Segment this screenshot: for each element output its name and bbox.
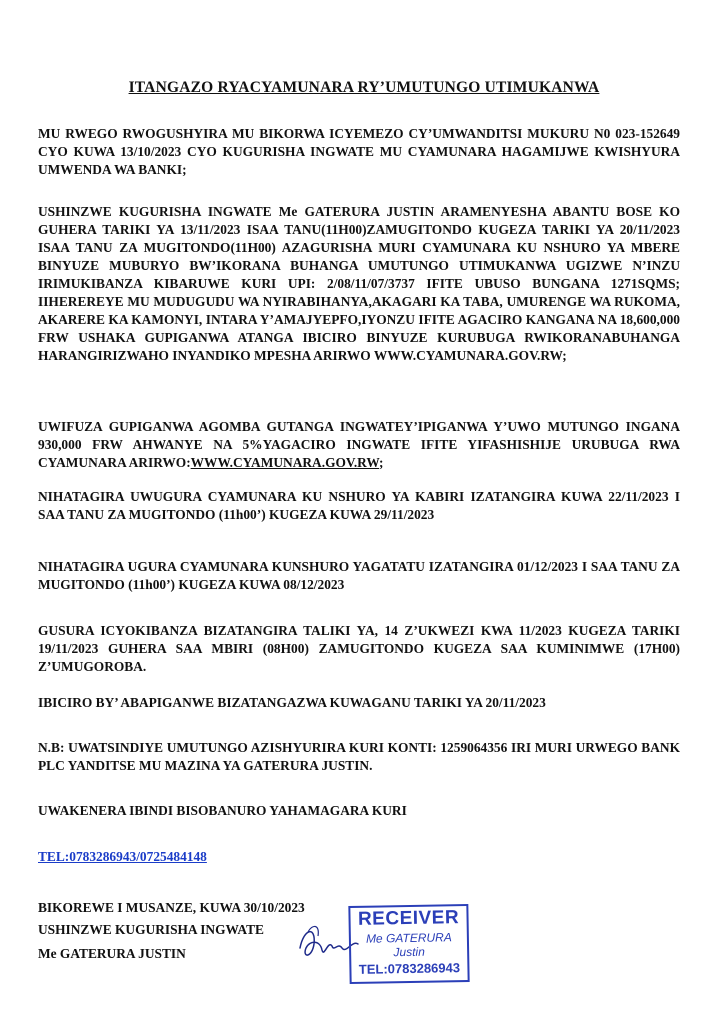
stamp-title: RECEIVER bbox=[357, 907, 460, 930]
deposit-text: UWIFUZA GUPIGANWA AGOMBA GUTANGA INGWATEY’IPIGANWA Y’UWO MUTUNGO INGANA 930,000 FRW AHWANYE NA 5%YAGACIRO INGWATE IFITE YIFASHISHIJE URUBUGA RWA CYAMUNARA ARIRWO: bbox=[38, 419, 680, 470]
deposit-end: ; bbox=[379, 455, 384, 470]
signature-name: Me GATERURA JUSTIN bbox=[38, 946, 186, 961]
paragraph-second-auction: NIHATAGIRA UWUGURA CYAMUNARA KU NSHURO YA KABIRI IZATANGIRA KUWA 22/11/2023 I SAA TANU ZA MUGITONDO (11h00’) KUGEZA KUWA 29/11/2023 bbox=[38, 489, 680, 522]
stamp-phone: TEL:0783286943 bbox=[358, 960, 461, 977]
paragraph-decision: MU RWEGO RWOGUSHYIRA MU BIKORWA ICYEMEZO CY’UMWANDITSI MUKURU N0 023-152649 CYO KUWA 13/10/2023 CYO KUGURISHA INGWATE MU CYAMUNARA HAGAMIJWE KWISHYURA UMWENDA WA BANKI; bbox=[38, 126, 680, 177]
paragraph-deposit bbox=[38, 418, 680, 472]
paragraph-third-auction: NIHATAGIRA UGURA CYAMUNARA KUNSHURO YAGATATU IZATANGIRA 01/12/2023 I SAA TANU ZA MUGITONDO (11h00’) KUGEZA KUWA 08/12/2023 bbox=[38, 559, 680, 592]
stamp-name: Me GATERURA Justin bbox=[365, 930, 452, 960]
paragraph-bids-announcement: IBICIRO BY’ ABAPIGANWE BIZATANGAZWA KUWAGANU TARIKI YA 20/11/2023 bbox=[38, 695, 546, 710]
receiver-stamp bbox=[348, 904, 469, 984]
contact-phone-link[interactable]: TEL:0783286943/0725484148 bbox=[38, 849, 207, 864]
signature-place-date: BIKOREWE I MUSANZE, KUWA 30/10/2023 bbox=[38, 900, 305, 915]
paragraph-site-visit: GUSURA ICYOKIBANZA BIZATANGIRA TALIKI YA, 14 Z’UKWEZI KWA 11/2023 KUGEZA TARIKI 19/11/2023 GUHERA SAA MBIRI (08H00) ZAMUGITONDO KUGEZA SAA KUMINIMWE (17H00) Z’UMUGOROBA. bbox=[38, 623, 680, 674]
signature-role: USHINZWE KUGURISHA INGWATE bbox=[38, 922, 264, 937]
paragraph-contact-intro: UWAKENERA IBINDI BISOBANURO YAHAMAGARA KURI bbox=[38, 803, 407, 818]
document-title: ITANGAZO RYACYAMUNARA RY’UMUTUNGO UTIMUKANWA bbox=[128, 79, 600, 96]
paragraph-payment-note: N.B: UWATSINDIYE UMUTUNGO AZISHYURIRA KURI KONTI: 1259064356 IRI MURI URWEGO BANK PLC YANDITSE MU MAZINA YA GATERURA JUSTIN. bbox=[38, 740, 680, 773]
cyamunara-link[interactable]: WWW.CYAMUNARA.GOV.RW bbox=[190, 455, 380, 470]
paragraph-auction-details: USHINZWE KUGURISHA INGWATE Me GATERURA JUSTIN ARAMENYESHA ABANTU BOSE KO GUHERA TARIKI YA 13/11/2023 ISAA TANU(11H00)ZAMUGITONDO KUGEZA TARIKI YA 20/11/2023 ISAA TANU ZA MUGITONDO(11H00) AZAGURISHA MURI CYAMUNARA KU NSHURO YA MBERE BINYUZE MUBURYO BW’IKORANA BUHANGA UMUTUNGO UTIMUKANWA UGIZWE N’INZU IRIMUKIBANZA KIBARUWE KURI UPI: 2/08/11/07/3737 IFITE UBUSO BUNGANA 1271SQMS; IIHEREREYE MU MUDUGUDU WA NYIRABIHANYA,AKAGARI KA TABA, UMURENGE WA RUKOMA, AKARERE KA KAMONYI, INTARA Y’AMAJYEPFO,IYONZU IFITE AGACIRO KANGANA NA 18,600,000 FRW USHAKA GUPIGANWA ATANGA IBICIRO BINYUZE KURUBUGA RWIKORANABUHANGA HARANGIRIZWAHO INYANDIKO MPESHA ARIRWO WWW.CYAMUNARA.GOV.RW; bbox=[38, 204, 680, 363]
